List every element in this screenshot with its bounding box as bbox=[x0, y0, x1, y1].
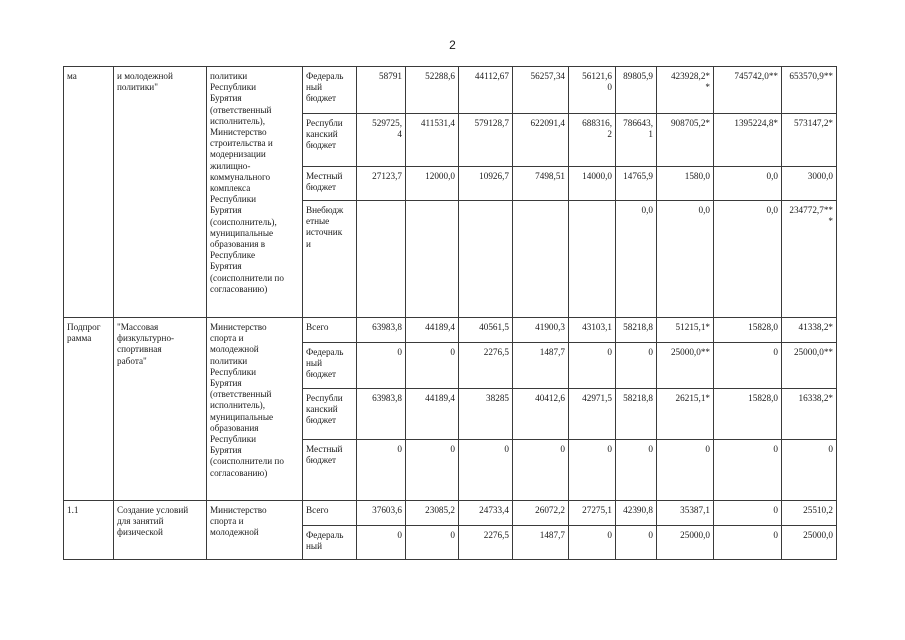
table-cell: 25000,0** bbox=[657, 343, 714, 389]
table-cell: 0 bbox=[782, 440, 837, 501]
table-cell: 0 bbox=[569, 526, 616, 560]
table-cell: 0 bbox=[406, 526, 459, 560]
table-cell: 38285 bbox=[459, 389, 513, 440]
table-cell: 37603,6 bbox=[357, 501, 406, 526]
table-cell: 44112,67 bbox=[459, 67, 513, 114]
table-cell: 40412,6 bbox=[513, 389, 569, 440]
budget-table bbox=[63, 66, 837, 560]
table-cell: 0 bbox=[616, 343, 657, 389]
table-cell: и молодежной политики" bbox=[114, 67, 207, 318]
table-cell: Подпрог рамма bbox=[64, 318, 114, 501]
table-cell: 234772,7** * bbox=[782, 201, 837, 318]
table-cell: 41900,3 bbox=[513, 318, 569, 343]
table-cell: Внебюдж етные источник и bbox=[303, 201, 357, 318]
table-cell: 1487,7 bbox=[513, 343, 569, 389]
table-cell: 0 bbox=[569, 440, 616, 501]
table-cell: 573147,2* bbox=[782, 114, 837, 167]
table-cell: 41338,2* bbox=[782, 318, 837, 343]
table-cell: Всего bbox=[303, 501, 357, 526]
table-cell: 0,0 bbox=[657, 201, 714, 318]
table-cell: 25000,0 bbox=[782, 526, 837, 560]
table-cell: 0 bbox=[714, 343, 782, 389]
table-cell: 89805,9 bbox=[616, 67, 657, 114]
table-cell: 10926,7 bbox=[459, 167, 513, 201]
table-cell: Местный бюджет bbox=[303, 440, 357, 501]
table-cell bbox=[459, 201, 513, 318]
table-cell: 0,0 bbox=[714, 167, 782, 201]
table-cell: 0 bbox=[357, 440, 406, 501]
table-cell: 653570,9** bbox=[782, 67, 837, 114]
table-cell: 0 bbox=[714, 526, 782, 560]
table-cell: 0 bbox=[406, 343, 459, 389]
table-row bbox=[64, 501, 837, 526]
table-cell: 908705,2* bbox=[657, 114, 714, 167]
table-cell: 0 bbox=[357, 526, 406, 560]
table-cell: 0,0 bbox=[616, 201, 657, 318]
table-cell bbox=[357, 201, 406, 318]
table-cell: 0 bbox=[714, 440, 782, 501]
table-cell: Всего bbox=[303, 318, 357, 343]
table-cell: 42971,5 bbox=[569, 389, 616, 440]
table-cell: 44189,4 bbox=[406, 389, 459, 440]
table-cell: 0 bbox=[616, 526, 657, 560]
table-cell: 0,0 bbox=[714, 201, 782, 318]
table-cell: ма bbox=[64, 67, 114, 318]
table-cell: 40561,5 bbox=[459, 318, 513, 343]
table-cell: 0 bbox=[616, 440, 657, 501]
table-cell: 0 bbox=[657, 440, 714, 501]
table-cell: 411531,4 bbox=[406, 114, 459, 167]
table-cell: 423928,2* * bbox=[657, 67, 714, 114]
table-row bbox=[64, 67, 837, 114]
table-cell: Министерство спорта и молодежной политики Республики Бурятия (ответственный исполнитель), муниципальные образования Республики Бурятия (соисполнители по согласованию) bbox=[207, 318, 303, 501]
table-cell: Республи канский бюджет bbox=[303, 114, 357, 167]
table-cell: 25000,0** bbox=[782, 343, 837, 389]
table-cell: "Массовая физкультурно- спортивная работа" bbox=[114, 318, 207, 501]
table-cell: Федераль ный бюджет bbox=[303, 67, 357, 114]
table-cell: 51215,1* bbox=[657, 318, 714, 343]
table-cell: Министерство спорта и молодежной bbox=[207, 501, 303, 560]
table-cell: 27275,1 bbox=[569, 501, 616, 526]
table-cell: Местный бюджет bbox=[303, 167, 357, 201]
table-cell bbox=[569, 201, 616, 318]
table-cell: 24733,4 bbox=[459, 501, 513, 526]
table-cell: 688316, 2 bbox=[569, 114, 616, 167]
table-cell: 0 bbox=[357, 343, 406, 389]
table-cell: Федераль ный bbox=[303, 526, 357, 560]
table-cell: 745742,0** bbox=[714, 67, 782, 114]
table-cell: 1580,0 bbox=[657, 167, 714, 201]
table-cell: 1487,7 bbox=[513, 526, 569, 560]
table-cell: 0 bbox=[406, 440, 459, 501]
table-cell: 0 bbox=[459, 440, 513, 501]
table-cell: Республи канский бюджет bbox=[303, 389, 357, 440]
table-cell: Федераль ный бюджет bbox=[303, 343, 357, 389]
table-cell: 58218,8 bbox=[616, 318, 657, 343]
table-cell: 42390,8 bbox=[616, 501, 657, 526]
table-cell: 1395224,8* bbox=[714, 114, 782, 167]
table-cell: 622091,4 bbox=[513, 114, 569, 167]
table-cell: 786643, 1 bbox=[616, 114, 657, 167]
table-cell: 0 bbox=[714, 501, 782, 526]
table-cell: 12000,0 bbox=[406, 167, 459, 201]
table-cell: 26215,1* bbox=[657, 389, 714, 440]
table-cell: 14765,9 bbox=[616, 167, 657, 201]
table-cell: 58218,8 bbox=[616, 389, 657, 440]
table-cell: 27123,7 bbox=[357, 167, 406, 201]
table-cell: 56257,34 bbox=[513, 67, 569, 114]
table-cell: 2276,5 bbox=[459, 526, 513, 560]
table-cell: 25510,2 bbox=[782, 501, 837, 526]
table-cell: 0 bbox=[513, 440, 569, 501]
table-cell: 1.1 bbox=[64, 501, 114, 560]
table-cell: 26072,2 bbox=[513, 501, 569, 526]
table-cell: 7498,51 bbox=[513, 167, 569, 201]
table-cell: 58791 bbox=[357, 67, 406, 114]
table-cell: 56121,6 0 bbox=[569, 67, 616, 114]
table-cell: 44189,4 bbox=[406, 318, 459, 343]
table-cell: 23085,2 bbox=[406, 501, 459, 526]
table-cell: 3000,0 bbox=[782, 167, 837, 201]
table-cell: 16338,2* bbox=[782, 389, 837, 440]
table-cell: 35387,1 bbox=[657, 501, 714, 526]
table-cell: 63983,8 bbox=[357, 318, 406, 343]
table-cell: 529725, 4 bbox=[357, 114, 406, 167]
table-cell: 0 bbox=[569, 343, 616, 389]
table-cell: политики Республики Бурятия (ответственный исполнитель), Министерство строительства и модернизации жилищно- коммунального комплекса Республики Бурятия (соисполнитель), муниципальные образования в Республике Бурятия (соисполнители по согласованию) bbox=[207, 67, 303, 318]
table-cell bbox=[513, 201, 569, 318]
table-cell: 63983,8 bbox=[357, 389, 406, 440]
table-cell: 15828,0 bbox=[714, 318, 782, 343]
table-cell: 15828,0 bbox=[714, 389, 782, 440]
table-row bbox=[64, 318, 837, 343]
table-cell: 579128,7 bbox=[459, 114, 513, 167]
table-cell: 2276,5 bbox=[459, 343, 513, 389]
table-cell bbox=[406, 201, 459, 318]
table-cell: Создание условий для занятий физической bbox=[114, 501, 207, 560]
table-cell: 25000,0 bbox=[657, 526, 714, 560]
table-cell: 14000,0 bbox=[569, 167, 616, 201]
table-cell: 43103,1 bbox=[569, 318, 616, 343]
table-cell: 52288,6 bbox=[406, 67, 459, 114]
page-number: 2 bbox=[449, 38, 456, 52]
